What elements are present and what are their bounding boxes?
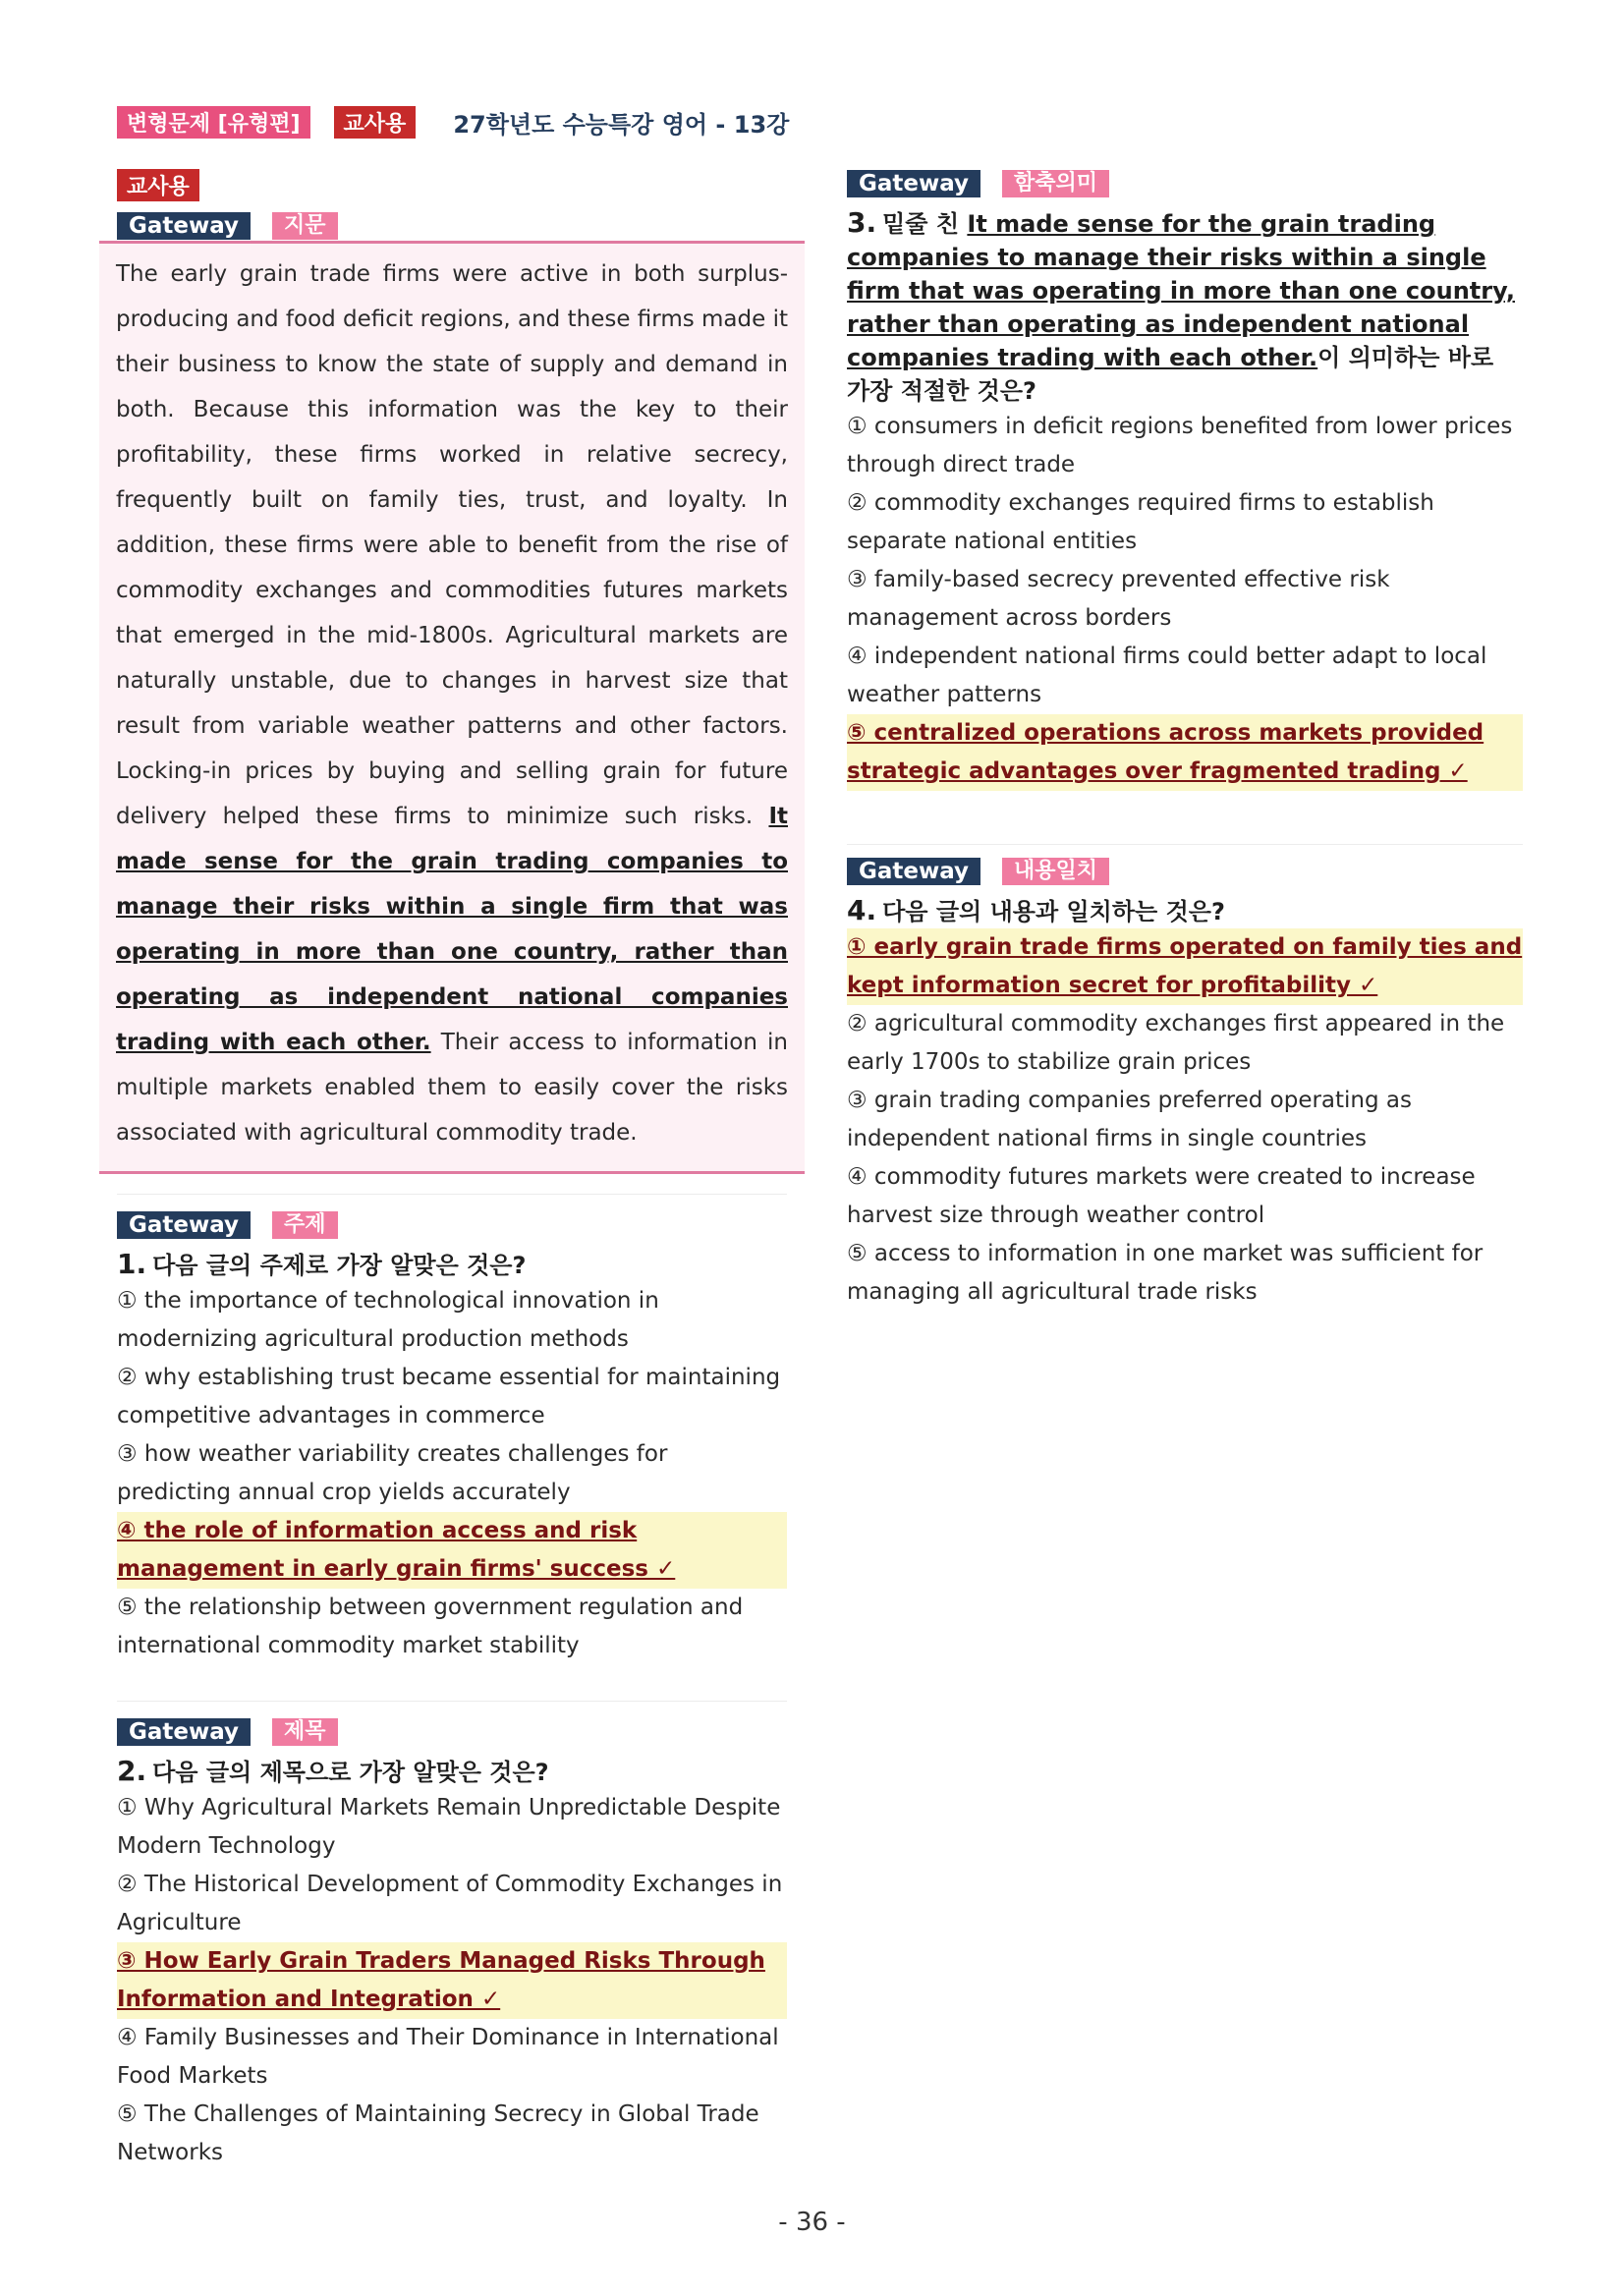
option-3: ③ how weather variability creates challenges for predicting annual crop yields accurately [117,1441,668,1505]
option-4: ④ Family Businesses and Their Dominance in International Food Markets [117,2025,779,2089]
option-4: ④ commodity futures markets were created to increase harvest size through weather control [847,1164,1476,1228]
question-number: 3. [847,206,877,239]
divider [117,1701,787,1702]
gateway-label: Gateway [117,212,251,240]
question-1 [99,1210,805,1665]
option-4-correct: ④ the role of information access and risk management in early grain firms' success ✓ [117,1512,787,1589]
option-3: ③ grain trading companies preferred operating as independent national firms in single countries [847,1088,1412,1151]
q2-label-row [117,1717,787,1747]
teacher-badge: 교사용 [117,169,199,201]
question-prompt [847,894,1523,928]
question-number: 2. [117,1755,147,1787]
section-tag: 제목 [272,1718,338,1746]
page-header [117,105,789,139]
option-1: ① the importance of technological innovation in modernizing agricultural production methods [117,1288,659,1352]
question-4 [847,857,1523,1312]
option-5-correct: ⑤ centralized operations across markets provided strategic advantages over fragmented trading ✓ [847,714,1523,791]
q3-label-row [847,169,1523,198]
gateway-label: Gateway [847,858,980,885]
passage-text-before: The early grain trade firms were active in both surplus-producing and food deficit regions, and these firms made it their business to know the state of supply and demand in both. Because this information was the key to their profitability, these firms worked in relative secrecy, frequently built on family ties, trust, and loyalty. In addition, these firms were able to benefit from the rise of commodity exchanges and commodities futures markets that emerged in the mid-1800s. Agricultural markets are naturally unstable, due to changes in harvest size that result from variable weather patterns and other factors. Locking-in prices by buying and selling grain for future delivery helped these firms to minimize such risks. [116,261,788,829]
option-4: ④ independent national firms could better adapt to local weather patterns [847,644,1487,707]
option-1: ① Why Agricultural Markets Remain Unpredictable Despite Modern Technology [117,1795,781,1859]
option-5: ⑤ the relationship between government regulation and international commodity market stability [117,1595,744,1658]
divider [847,844,1523,845]
option-5: ⑤ access to information in one market was sufficient for managing all agricultural trade risks [847,1241,1484,1305]
question-prompt [117,1755,787,1789]
divider [117,1194,787,1195]
section-tag: 내용일치 [1002,858,1109,885]
gateway-label: Gateway [117,1718,251,1746]
passage-underlined-sentence: It made sense for the grain trading companies to manage their risks within a single firm that was operating in more than one country, rather than operating as independent national companies trading with each other. [116,804,788,1055]
header-type-tag: 변형문제 [유형편] [117,106,310,139]
question-text: 다음 글의 제목으로 가장 알맞은 것은? [152,1759,549,1786]
gateway-label: Gateway [847,170,980,197]
question-text: 다음 글의 내용과 일치하는 것은? [882,898,1225,925]
left-column [99,169,805,2172]
section-tag: 함축의미 [1002,170,1109,197]
option-1: ① consumers in deficit regions benefited from lower prices through direct trade [847,414,1513,477]
passage [99,241,805,1174]
question-text-prefix: 밑줄 친 [882,210,968,238]
right-column [847,169,1523,1312]
page-title: 27학년도 수능특강 영어 - 13강 [453,110,790,139]
question-number: 4. [847,894,877,926]
gateway-label: Gateway [117,1211,251,1239]
option-2: ② agricultural commodity exchanges first appeared in the early 1700s to stabilize grain prices [847,1011,1505,1075]
option-5: ⑤ The Challenges of Maintaining Secrecy in Global Trade Networks [117,2101,759,2165]
header-teacher-tag: 교사용 [334,106,417,139]
option-3-correct: ③ How Early Grain Traders Managed Risks Through Information and Integration ✓ [117,1942,787,2019]
question-prompt [117,1248,787,1282]
question-number: 1. [117,1248,147,1280]
option-2: ② commodity exchanges required firms to establish separate national entities [847,490,1434,554]
option-2: ② The Historical Development of Commodity Exchanges in Agriculture [117,1872,783,1935]
question-prompt [847,206,1523,408]
q1-label-row [117,1210,787,1240]
page-number: - 36 - [778,2208,846,2237]
question-underlined-text: It made sense for the grain trading companies to manage their risks within a single firm that was operating in more than one country, rather than operating as independent national companies trading with each other. [847,210,1516,371]
option-1-correct: ① early grain trade firms operated on family ties and kept information secret for profitability ✓ [847,928,1523,1005]
passage-text-after: Their access to information in multiple markets enabled them to easily cover the risks associated with agricultural commodity trade. [116,1030,788,1146]
q4-label-row [847,857,1523,886]
section-tag: 주제 [272,1211,338,1239]
question-text: 다음 글의 주제로 가장 알맞은 것은? [152,1252,527,1279]
question-2 [99,1717,805,2172]
option-3: ③ family-based secrecy prevented effective risk management across borders [847,567,1390,631]
question-3 [847,169,1523,791]
section-tag: 지문 [272,212,338,240]
option-2: ② why establishing trust became essential for maintaining competitive advantages in commerce [117,1365,781,1428]
passage-label-row [99,211,805,241]
question-text-suffix: 이 의미하는 바로 가장 적절한 것은? [847,344,1494,405]
